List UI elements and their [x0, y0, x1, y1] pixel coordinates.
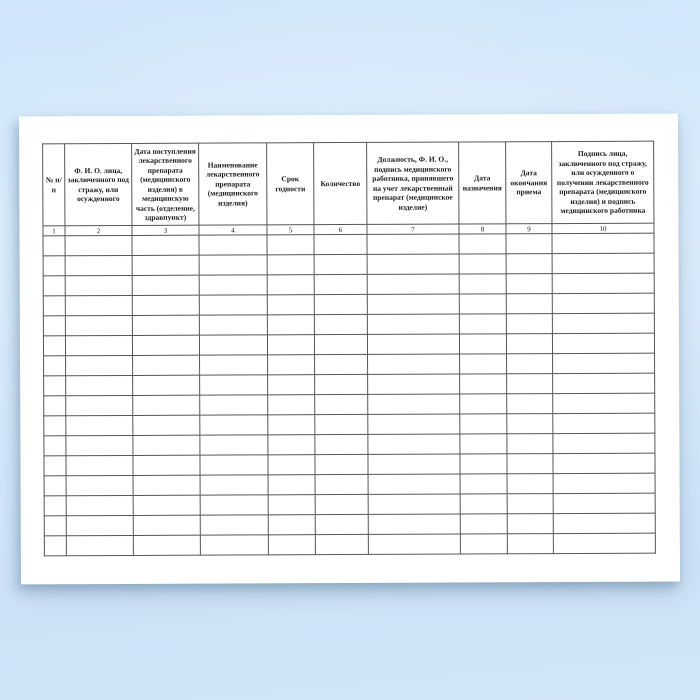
empty-cell	[553, 513, 655, 533]
empty-cell	[460, 374, 507, 394]
empty-cell	[66, 495, 133, 515]
empty-cell	[460, 514, 507, 534]
empty-cell	[507, 434, 553, 454]
empty-cell	[507, 514, 553, 534]
empty-cell	[66, 515, 133, 535]
column-number: 9	[506, 224, 552, 234]
empty-cell	[368, 414, 460, 434]
empty-cell	[367, 314, 459, 334]
column-header-expiry: Срок годности	[267, 143, 314, 225]
empty-cell	[200, 375, 268, 395]
empty-table-row	[43, 293, 654, 316]
column-header-drug-name: Наименование лекарственного препарата (медицинского изделия)	[199, 143, 267, 225]
empty-cell	[507, 394, 553, 414]
empty-cell	[507, 494, 553, 514]
empty-cell	[133, 355, 200, 375]
empty-cell	[507, 374, 553, 394]
empty-cell	[552, 233, 654, 253]
empty-cell	[314, 294, 367, 314]
empty-cell	[268, 415, 315, 435]
empty-cell	[460, 534, 507, 554]
empty-table-row	[43, 313, 654, 336]
empty-cell	[552, 333, 654, 353]
empty-cell	[367, 294, 459, 314]
empty-cell	[199, 315, 267, 335]
empty-cell	[367, 234, 459, 254]
empty-cell	[199, 255, 267, 275]
empty-cell	[44, 496, 66, 516]
empty-cell	[506, 334, 552, 354]
empty-cell	[43, 336, 65, 356]
empty-cell	[199, 235, 267, 255]
empty-cell	[200, 475, 268, 495]
empty-cell	[267, 275, 314, 295]
empty-table-row	[44, 373, 655, 396]
empty-cell	[133, 515, 200, 535]
empty-cell	[315, 434, 368, 454]
empty-cell	[66, 355, 133, 375]
empty-cell	[66, 455, 133, 475]
empty-cell	[314, 254, 367, 274]
empty-cell	[200, 535, 268, 555]
empty-cell	[132, 255, 199, 275]
empty-table-row	[44, 493, 655, 516]
empty-cell	[507, 474, 553, 494]
empty-table-row	[44, 353, 655, 376]
column-header-quantity: Количество	[314, 142, 367, 224]
empty-cell	[43, 236, 65, 256]
medication-register-table	[42, 141, 656, 557]
empty-cell	[315, 374, 368, 394]
empty-cell	[460, 414, 507, 434]
empty-cell	[459, 254, 506, 274]
empty-cell	[132, 295, 199, 315]
empty-cell	[368, 474, 460, 494]
empty-cell	[367, 334, 459, 354]
empty-cell	[459, 314, 506, 334]
empty-cell	[507, 414, 553, 434]
empty-cell	[315, 534, 368, 554]
empty-cell	[133, 415, 200, 435]
empty-cell	[268, 375, 315, 395]
empty-cell	[315, 514, 368, 534]
empty-cell	[268, 455, 315, 475]
empty-table-row	[43, 333, 654, 356]
empty-cell	[200, 495, 268, 515]
table-header-row	[43, 141, 654, 226]
column-number: 10	[552, 223, 654, 233]
empty-cell	[552, 293, 654, 313]
empty-cell	[66, 375, 133, 395]
empty-cell	[314, 274, 367, 294]
empty-cell	[368, 434, 460, 454]
empty-cell	[553, 453, 655, 473]
empty-cell	[552, 273, 654, 293]
empty-table-row	[44, 433, 655, 456]
empty-cell	[133, 495, 200, 515]
empty-cell	[553, 473, 655, 493]
empty-cell	[66, 435, 133, 455]
empty-cell	[367, 274, 459, 294]
empty-cell	[459, 274, 506, 294]
empty-cell	[132, 275, 199, 295]
empty-cell	[267, 295, 314, 315]
empty-cell	[553, 373, 655, 393]
empty-table-row	[43, 233, 654, 256]
empty-cell	[268, 535, 315, 555]
empty-cell	[44, 516, 66, 536]
empty-cell	[133, 455, 200, 475]
empty-cell	[44, 456, 66, 476]
empty-cell	[367, 254, 459, 274]
empty-cell	[43, 316, 65, 336]
empty-cell	[315, 474, 368, 494]
empty-cell	[44, 396, 66, 416]
empty-table-row	[44, 413, 655, 436]
empty-cell	[132, 235, 199, 255]
empty-cell	[553, 413, 655, 433]
empty-cell	[315, 394, 368, 414]
empty-cell	[44, 436, 66, 456]
empty-cell	[368, 534, 460, 554]
empty-cell	[65, 255, 132, 275]
empty-cell	[368, 394, 460, 414]
empty-cell	[65, 335, 132, 355]
empty-cell	[460, 354, 507, 374]
empty-cell	[267, 235, 314, 255]
column-header-end-date: Дата окончания приема	[506, 142, 552, 224]
empty-cell	[506, 234, 552, 254]
column-number: 2	[65, 225, 132, 235]
empty-table-row	[43, 273, 654, 296]
empty-cell	[44, 416, 66, 436]
empty-cell	[315, 494, 368, 514]
empty-cell	[199, 295, 267, 315]
empty-cell	[199, 275, 267, 295]
empty-cell	[314, 234, 367, 254]
empty-cell	[315, 454, 368, 474]
empty-cell	[267, 255, 314, 275]
empty-cell	[43, 256, 65, 276]
empty-cell	[133, 475, 200, 495]
empty-cell	[66, 415, 133, 435]
empty-cell	[268, 395, 315, 415]
column-number: 1	[43, 226, 65, 236]
empty-cell	[460, 454, 507, 474]
empty-cell	[314, 314, 367, 334]
empty-cell	[133, 395, 200, 415]
empty-cell	[460, 494, 507, 514]
empty-cell	[315, 354, 368, 374]
empty-cell	[460, 394, 507, 414]
column-number: 4	[199, 225, 267, 235]
empty-cell	[553, 533, 655, 553]
empty-cell	[199, 335, 267, 355]
empty-cell	[200, 415, 268, 435]
empty-cell	[267, 315, 314, 335]
empty-cell	[267, 335, 314, 355]
empty-table-row	[43, 253, 654, 276]
empty-cell	[368, 494, 460, 514]
empty-table-row	[44, 453, 655, 476]
empty-cell	[507, 454, 553, 474]
empty-cell	[368, 374, 460, 394]
column-header-receipt-date: Дата поступления лекарственного препарата (медицинского изделия) в медицинскую часть (отделение, здравпункт)	[132, 143, 199, 225]
empty-cell	[268, 355, 315, 375]
empty-cell	[65, 295, 132, 315]
empty-cell	[460, 434, 507, 454]
empty-cell	[368, 354, 460, 374]
column-number: 3	[132, 225, 199, 235]
empty-cell	[552, 313, 654, 333]
empty-cell	[133, 535, 200, 555]
empty-cell	[43, 276, 65, 296]
empty-cell	[315, 414, 368, 434]
empty-cell	[200, 435, 268, 455]
empty-cell	[507, 534, 553, 554]
empty-cell	[460, 474, 507, 494]
empty-cell	[553, 433, 655, 453]
empty-cell	[65, 235, 132, 255]
empty-cell	[44, 476, 66, 496]
paper-sheet	[19, 114, 680, 585]
empty-cell	[506, 294, 552, 314]
empty-cell	[552, 253, 654, 273]
column-header-receipt-signature: Подпись лица, заключенного под стражу, или осужденного о получении лекарственного препарата (медицинского изделия) и подпись медицинского работника	[552, 141, 654, 223]
column-header-number: № п/п	[43, 144, 65, 226]
column-number: 6	[314, 224, 367, 234]
empty-cell	[268, 515, 315, 535]
empty-cell	[506, 314, 552, 334]
empty-cell	[553, 393, 655, 413]
empty-cell	[368, 514, 460, 534]
empty-cell	[200, 515, 268, 535]
empty-cell	[44, 356, 66, 376]
empty-cell	[43, 296, 65, 316]
empty-cell	[66, 395, 133, 415]
empty-cell	[459, 294, 506, 314]
column-number: 7	[367, 224, 459, 234]
empty-cell	[44, 376, 66, 396]
empty-cell	[459, 234, 506, 254]
empty-cell	[268, 495, 315, 515]
empty-cell	[506, 274, 552, 294]
empty-cell	[553, 353, 655, 373]
column-header-person-name: Ф. И. О. лица, заключенного под стражу, или осужденного	[65, 143, 132, 225]
empty-cell	[132, 315, 199, 335]
empty-table-row	[44, 533, 655, 556]
empty-cell	[200, 355, 268, 375]
empty-cell	[133, 375, 200, 395]
empty-cell	[65, 275, 132, 295]
empty-table-row	[44, 393, 655, 416]
empty-cell	[368, 454, 460, 474]
empty-table-row	[44, 473, 655, 496]
empty-cell	[268, 475, 315, 495]
empty-cell	[459, 334, 506, 354]
column-number: 8	[459, 224, 506, 234]
empty-cell	[132, 335, 199, 355]
empty-cell	[314, 334, 367, 354]
empty-cell	[268, 435, 315, 455]
empty-cell	[553, 493, 655, 513]
empty-cell	[66, 535, 133, 555]
column-header-worker-signature: Должность, Ф. И. О., подпись медицинского работника, принявшего на учет лекарственный препарат (медицинское изделие)	[367, 142, 459, 224]
empty-cell	[133, 435, 200, 455]
column-number: 5	[267, 225, 314, 235]
empty-cell	[44, 536, 66, 556]
empty-cell	[507, 354, 553, 374]
empty-cell	[506, 254, 552, 274]
empty-cell	[65, 315, 132, 335]
column-header-assign-date: Дата назначения	[459, 142, 506, 224]
empty-cell	[66, 475, 133, 495]
empty-cell	[200, 395, 268, 415]
empty-table-row	[44, 513, 655, 536]
empty-cell	[200, 455, 268, 475]
